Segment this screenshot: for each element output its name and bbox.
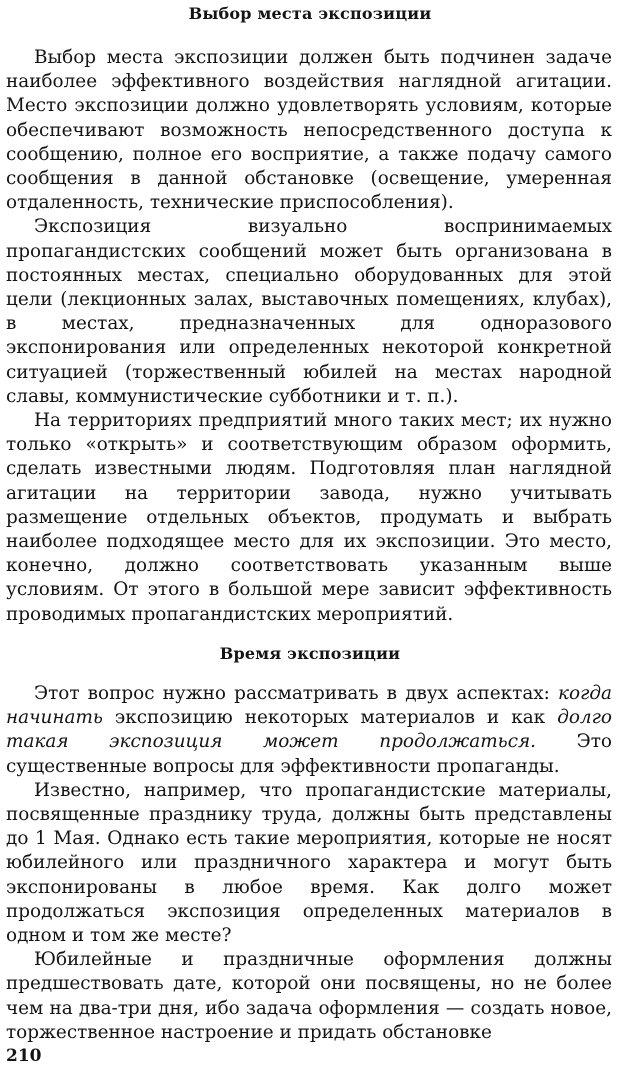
section-heading-exposition-place: Выбор места экспозиции (188, 4, 432, 23)
paragraph: Выбор места экспозиции должен быть подчинен задаче наиболее эффективного воздействия наглядной агитации. Место экспозиции должно удовлетворять условиям, которые обеспечивают возможность непосредственного доступа к сообщению, полное его восприятие, а также подачу самого сообщения в данной обстановке (освещение, умеренная отдаленность, технические приспособления). (6, 47, 612, 214)
paragraph (6, 682, 612, 779)
section-heading-exposition-time: Время экспозиции (219, 644, 401, 663)
page-number: 210 (6, 1046, 42, 1066)
text-run: Это существенные вопросы для эффективности пропаганды. (6, 731, 612, 777)
paragraph: Экспозиция визуально воспринимаемых пропагандистских сообщений может быть организована в постоянных местах, специально оборудованных для этой цели (лекционных залах, выставочных помещениях, клубах), в местах, предназначенных для одноразового экспонирования или определенных некоторой конкретной ситуацией (торжественный юбилей на местах народной славы, коммунистические субботники и т. п.). (6, 216, 612, 407)
text-run: Этот вопрос нужно рассматривать в двух аспектах: (34, 683, 559, 704)
paragraph: Известно, например, что пропагандистские материалы, посвященные празднику труда, должны быть представлены до 1 Мая. Однако есть такие мероприятия, которые не носят юбилейного или праздничного характера и могут быть экспонированы в любое время. Как долго может продолжаться экспозиция определенных материалов в одном и том же месте? (6, 779, 612, 947)
paragraph: Юбилейные и праздничные оформления должны предшествовать дате, которой они посвящены, но не более чем на два-три дня, ибо задача оформления — создать новое, торжественное настроение и придать обстановке (6, 949, 612, 1043)
italic-phrase: когда начинать (6, 683, 612, 729)
paragraph: На территориях предприятий много таких мест; их нужно только «открыть» и соответствующим образом оформить, сделать известными людям. Подготовляя план наглядной агитации на территории завода, нужно учитывать размещение отдельных объектов, продумать и выбрать наиболее подходящее место для их экспозиции. Это место, конечно, должно соответствовать указанным выше условиям. От этого в большой мере зависит эффективность проводимых пропагандистских мероприятий. (6, 410, 612, 625)
section-body-exposition-time (6, 682, 612, 1045)
italic-phrase: долго такая экспозиция может продолжаться. (6, 707, 612, 753)
section-body-exposition-place (6, 46, 612, 627)
text-run: экспозицию некоторых материалов и как (102, 707, 558, 729)
